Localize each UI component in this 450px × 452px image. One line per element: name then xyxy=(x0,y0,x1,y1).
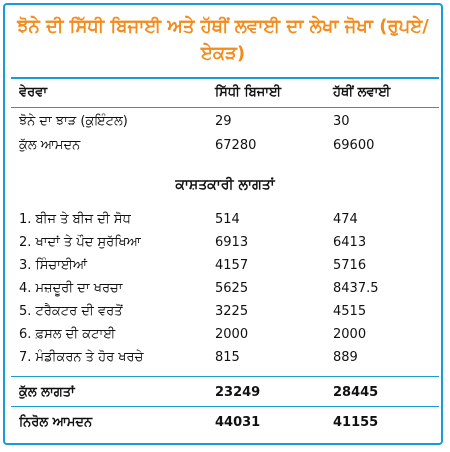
total-cost-transplant: 28445 xyxy=(333,385,379,400)
row-direct-value: 815 xyxy=(215,350,240,365)
row-transplant-value: 4515 xyxy=(333,304,367,319)
header-top-rule xyxy=(11,77,439,79)
table-row xyxy=(19,112,439,132)
row-label: 3. ਸਿੰਚਾਈਆਂ xyxy=(19,258,88,273)
row-transplant-value: 69600 xyxy=(333,138,375,153)
header-col-direct-sowing: ਸਿੱਧੀ ਬਿਜਾਈ xyxy=(215,85,282,100)
row-direct-value: 67280 xyxy=(215,138,257,153)
row-direct-value: 2000 xyxy=(215,327,249,342)
row-label: ਝੋਨੇ ਦਾ ਝਾੜ (ਕੁਇੰਟਲ) xyxy=(19,114,128,129)
total-top-rule xyxy=(11,376,439,377)
row-direct-value: 29 xyxy=(215,114,232,129)
row-direct-value: 6913 xyxy=(215,235,249,250)
section-title: ਕਾਸ਼ਤਕਾਰੀ ਲਾਗਤਾਂ xyxy=(175,177,275,193)
table-row xyxy=(19,256,439,276)
header-row xyxy=(19,83,439,103)
table-row xyxy=(19,325,439,345)
total-cost-label: ਕੁੱਲ ਲਾਗਤਾਂ xyxy=(19,385,75,400)
row-transplant-value: 889 xyxy=(333,350,358,365)
net-income-row xyxy=(19,413,439,433)
table-row xyxy=(19,279,439,299)
row-transplant-value: 2000 xyxy=(333,327,367,342)
table-row xyxy=(19,210,439,230)
row-label: 5. ਟਰੈਕਟਰ ਦੀ ਵਰਤੋਂ xyxy=(19,304,123,319)
table-row xyxy=(19,233,439,253)
row-direct-value: 514 xyxy=(215,212,240,227)
table-title: ਝੋਨੇ ਦੀ ਸਿੱਧੀ ਬਿਜਾਈ ਅਤੇ ਹੱਥੀਂ ਲਵਾਈ ਦਾ ਲੇਖਾ ਜੋਖਾ (ਰੁਪਏ/ਏਕੜ) xyxy=(17,16,429,64)
row-label: 2. ਖਾਦਾਂ ਤੇ ਪੌਦ ਸੁਰੱਖਿਆ xyxy=(19,235,141,250)
row-transplant-value: 474 xyxy=(333,212,358,227)
row-label: 6. ਫ਼ਸਲ ਦੀ ਕਟਾਈ xyxy=(19,327,116,342)
net-income-transplant: 41155 xyxy=(333,415,379,430)
header-bottom-rule xyxy=(11,107,439,108)
row-label: ਕੁੱਲ ਆਮਦਨ xyxy=(19,138,81,153)
row-transplant-value: 5716 xyxy=(333,258,367,273)
table-row xyxy=(19,348,439,368)
row-transplant-value: 30 xyxy=(333,114,350,129)
row-transplant-value: 6413 xyxy=(333,235,367,250)
total-cost-row xyxy=(19,383,439,403)
table-row xyxy=(19,136,439,156)
table-row xyxy=(19,302,439,322)
net-income-direct: 44031 xyxy=(215,415,261,430)
header-label: ਵੇਰਵਾ xyxy=(19,85,48,100)
row-transplant-value: 8437.5 xyxy=(333,281,379,296)
header-col-transplanting: ਹੱਥੀਂ ਲਵਾਈ xyxy=(333,85,391,100)
total-cost-direct: 23249 xyxy=(215,385,261,400)
net-income-top-rule xyxy=(11,406,439,407)
row-direct-value: 5625 xyxy=(215,281,249,296)
row-label: 1. ਬੀਜ ਤੇ ਬੀਜ ਦੀ ਸੋਧ xyxy=(19,212,131,227)
row-label: 7. ਮੰਡੀਕਰਨ ਤੇ ਹੋਰ ਖਰਚੇ xyxy=(19,350,144,365)
row-direct-value: 4157 xyxy=(215,258,249,273)
row-label: 4. ਮਜ਼ਦੂਰੀ ਦਾ ਖਰਚਾ xyxy=(19,281,123,296)
row-direct-value: 3225 xyxy=(215,304,249,319)
net-income-label: ਨਿਰੋਲ ਆਮਦਨ xyxy=(19,415,93,430)
